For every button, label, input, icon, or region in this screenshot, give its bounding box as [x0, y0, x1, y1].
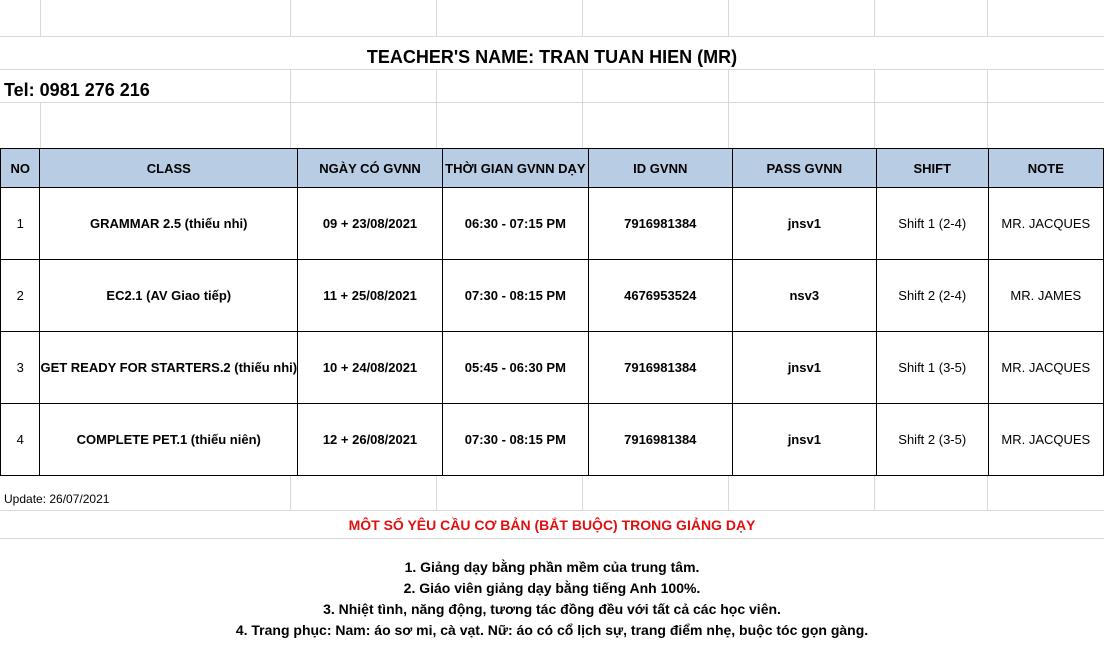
column-header-class[interactable]: CLASS — [40, 149, 298, 188]
cell-pass[interactable]: jnsv1 — [732, 332, 876, 404]
cell-date[interactable]: 12 + 26/08/2021 — [298, 404, 443, 476]
cell-no[interactable]: 4 — [1, 404, 40, 476]
gridline — [436, 476, 437, 510]
gridline — [436, 69, 437, 148]
cell-pass[interactable]: jnsv1 — [732, 188, 876, 260]
cell-time[interactable]: 07:30 - 08:15 PM — [442, 260, 588, 332]
schedule-table — [0, 148, 1104, 476]
requirement-item: 2. Giáo viên giảng dạy bằng tiếng Anh 100%. — [403, 580, 701, 596]
gridline — [290, 476, 291, 510]
cell-shift[interactable]: Shift 1 (2-4) — [876, 188, 988, 260]
cell-date[interactable]: 09 + 23/08/2021 — [298, 188, 443, 260]
gridline — [0, 36, 1104, 37]
gridline — [436, 0, 437, 36]
cell-note[interactable]: MR. JACQUES — [988, 404, 1103, 476]
teacher-name-title: TEACHER'S NAME: TRAN TUAN HIEN (MR) — [366, 47, 738, 67]
cell-id[interactable]: 7916981384 — [588, 188, 732, 260]
column-header-note[interactable]: NOTE — [988, 149, 1103, 188]
column-header-shift[interactable]: SHIFT — [876, 149, 988, 188]
cell-shift[interactable]: Shift 1 (3-5) — [876, 332, 988, 404]
cell-pass[interactable]: nsv3 — [732, 260, 876, 332]
requirement-item: 4. Trang phục: Nam: áo sơ mi, cà vạt. Nữ: áo có cổ lịch sự, trang điểm nhẹ, buộc tóc gọn gàng. — [235, 622, 869, 638]
cell-shift[interactable]: Shift 2 (2-4) — [876, 260, 988, 332]
cell-shift[interactable]: Shift 2 (3-5) — [876, 404, 988, 476]
requirements-title: MÔT SỐ YÊU CẦU CƠ BẢN (BẮT BUỘC) TRONG GIẢNG DẠY — [348, 517, 756, 533]
cell-note[interactable]: MR. JAMES — [988, 260, 1103, 332]
column-header-time[interactable]: THỜI GIAN GVNN DẠY — [442, 149, 588, 188]
column-header-pass[interactable]: PASS GVNN — [732, 149, 876, 188]
gridline — [728, 0, 729, 36]
cell-note[interactable]: MR. JACQUES — [988, 332, 1103, 404]
update-date: Update: 26/07/2021 — [4, 492, 110, 506]
table-row — [1, 404, 1104, 476]
gridline — [0, 102, 1104, 103]
gridline — [40, 0, 41, 36]
gridline — [582, 69, 583, 148]
cell-time[interactable]: 05:45 - 06:30 PM — [442, 332, 588, 404]
table-row — [1, 188, 1104, 260]
cell-id[interactable]: 7916981384 — [588, 404, 732, 476]
column-header-no[interactable]: NO — [1, 149, 40, 188]
column-header-id[interactable]: ID GVNN — [588, 149, 732, 188]
table-row — [1, 260, 1104, 332]
cell-id[interactable]: 4676953524 — [588, 260, 732, 332]
cell-class[interactable]: EC2.1 (AV Giao tiếp) — [40, 260, 298, 332]
cell-date[interactable]: 10 + 24/08/2021 — [298, 332, 443, 404]
gridline — [874, 476, 875, 510]
gridline — [0, 510, 1104, 511]
cell-no[interactable]: 3 — [1, 332, 40, 404]
gridline — [582, 0, 583, 36]
gridline — [290, 69, 291, 148]
teacher-phone: Tel: 0981 276 216 — [4, 80, 150, 100]
cell-no[interactable]: 2 — [1, 260, 40, 332]
requirement-item: 3. Nhiệt tình, năng động, tương tác đồng đều với tất cả các học viên. — [323, 601, 781, 617]
table-header-row — [1, 149, 1104, 188]
cell-time[interactable]: 06:30 - 07:15 PM — [442, 188, 588, 260]
cell-time[interactable]: 07:30 - 08:15 PM — [442, 404, 588, 476]
cell-date[interactable]: 11 + 25/08/2021 — [298, 260, 443, 332]
gridline — [582, 476, 583, 510]
cell-class[interactable]: GET READY FOR STARTERS.2 (thiếu nhi) — [40, 332, 298, 404]
gridline — [290, 0, 291, 36]
gridline — [874, 0, 875, 36]
gridline — [728, 69, 729, 148]
requirements-list — [0, 557, 1104, 641]
cell-note[interactable]: MR. JACQUES — [988, 188, 1103, 260]
gridline — [987, 0, 988, 36]
column-header-date[interactable]: NGÀY CÓ GVNN — [298, 149, 443, 188]
gridline — [728, 476, 729, 510]
requirement-item: 1. Giảng dạy bằng phần mềm của trung tâm. — [404, 559, 700, 575]
gridline — [874, 69, 875, 148]
gridline — [0, 538, 1104, 539]
gridline — [987, 476, 988, 510]
table-row — [1, 332, 1104, 404]
gridline — [987, 69, 988, 148]
cell-pass[interactable]: jnsv1 — [732, 404, 876, 476]
cell-no[interactable]: 1 — [1, 188, 40, 260]
cell-id[interactable]: 7916981384 — [588, 332, 732, 404]
cell-class[interactable]: GRAMMAR 2.5 (thiếu nhi) — [40, 188, 298, 260]
gridline — [40, 102, 41, 148]
cell-class[interactable]: COMPLETE PET.1 (thiếu niên) — [40, 404, 298, 476]
